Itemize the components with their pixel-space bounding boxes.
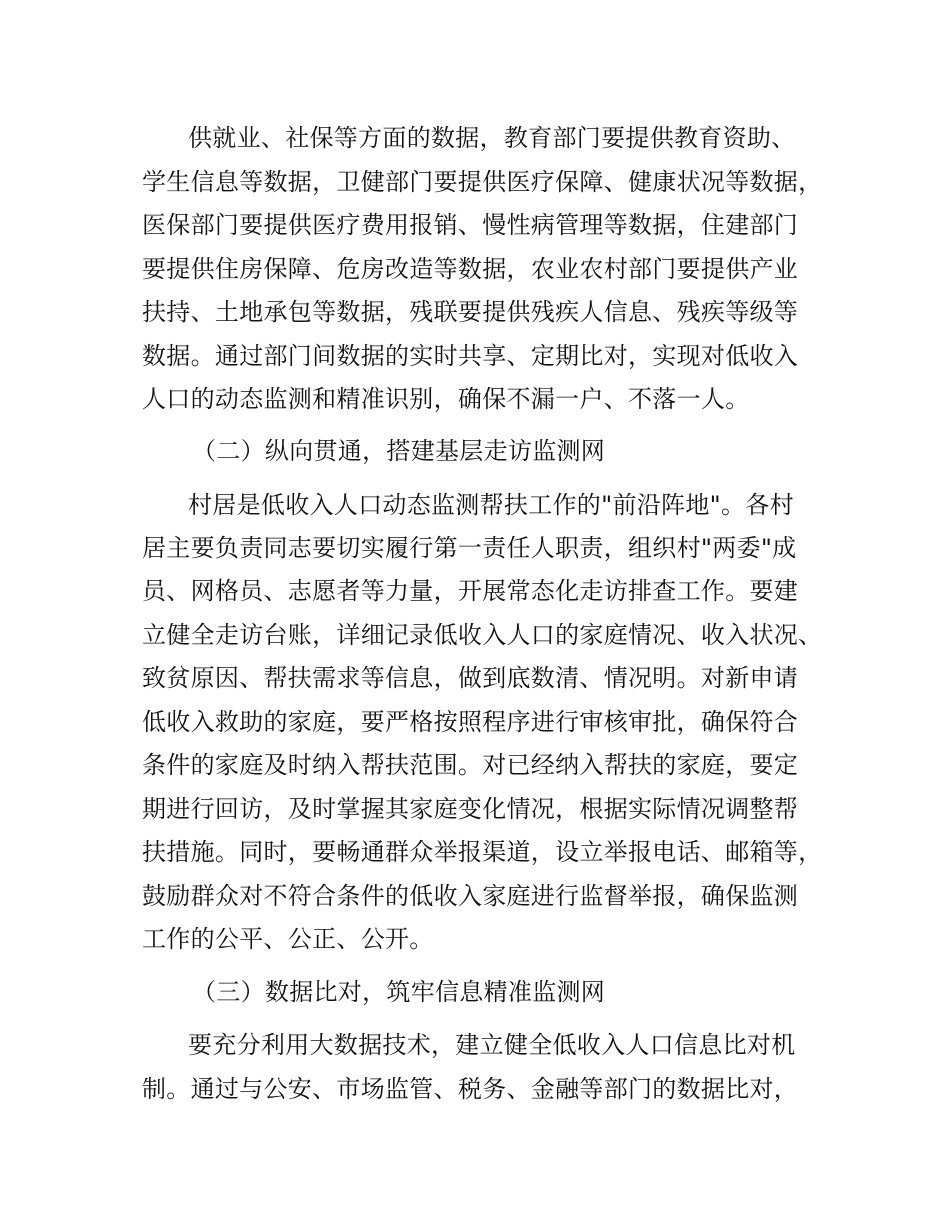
paragraph-line: 致贫原因、帮扶需求等信息，做到底数清、情况明。对新申请 <box>142 664 799 692</box>
paragraph-line: 人口的动态监测和精准识别，确保不漏一户、不落一人。 <box>142 385 750 413</box>
section-heading-2: （二）纵向贯通，搭建基层走访监测网 <box>192 437 606 465</box>
paragraph-line: 鼓励群众对不符合条件的低收入家庭进行监督举报，确保监测 <box>142 882 799 910</box>
paragraph-line: 要提供住房保障、危房改造等数据，农业农村部门要提供产业 <box>142 255 799 283</box>
paragraph-line: 数据。通过部门间数据的实时共享、定期比对，实现对低收入 <box>142 342 799 370</box>
paragraph-line: 制。通过与公安、市场监管、税务、金融等部门的数据比对， <box>142 1075 799 1103</box>
paragraph-line: 立健全走访台账，详细记录低收入人口的家庭情况、收入状况、 <box>142 621 823 649</box>
paragraph-line: 条件的家庭及时纳入帮扶范围。对已经纳入帮扶的家庭，要定 <box>142 751 799 779</box>
paragraph-line: 要充分利用大数据技术，建立健全低收入人口信息比对机 <box>188 1031 796 1059</box>
paragraph-line: 员、网格员、志愿者等力量，开展常态化走访排查工作。要建 <box>142 577 799 605</box>
paragraph-line: 扶措施。同时，要畅通群众举报渠道，设立举报电话、邮箱等， <box>142 838 823 866</box>
paragraph-line: 工作的公平、公正、公开。 <box>142 925 434 953</box>
paragraph-line: 供就业、社保等方面的数据，教育部门要提供教育资助、 <box>188 124 796 152</box>
paragraph-line: 医保部门要提供医疗费用报销、慢性病管理等数据，住建部门 <box>142 211 799 239</box>
paragraph-line: 村居是低收入人口动态监测帮扶工作的"前沿阵地"。各村 <box>188 491 794 519</box>
section-heading-3: （三）数据比对，筑牢信息精准监测网 <box>192 978 606 1006</box>
paragraph-line: 学生信息等数据，卫健部门要提供医疗保障、健康状况等数据， <box>142 168 823 196</box>
paragraph-line: 扶持、土地承包等数据，残联要提供残疾人信息、残疾等级等 <box>142 298 799 326</box>
paragraph-line: 低收入救助的家庭，要严格按照程序进行审核审批，确保符合 <box>142 708 799 736</box>
paragraph-line: 期进行回访，及时掌握其家庭变化情况，根据实际情况调整帮 <box>142 795 799 823</box>
paragraph-line: 居主要负责同志要切实履行第一责任人职责，组织村"两委"成 <box>142 534 797 562</box>
